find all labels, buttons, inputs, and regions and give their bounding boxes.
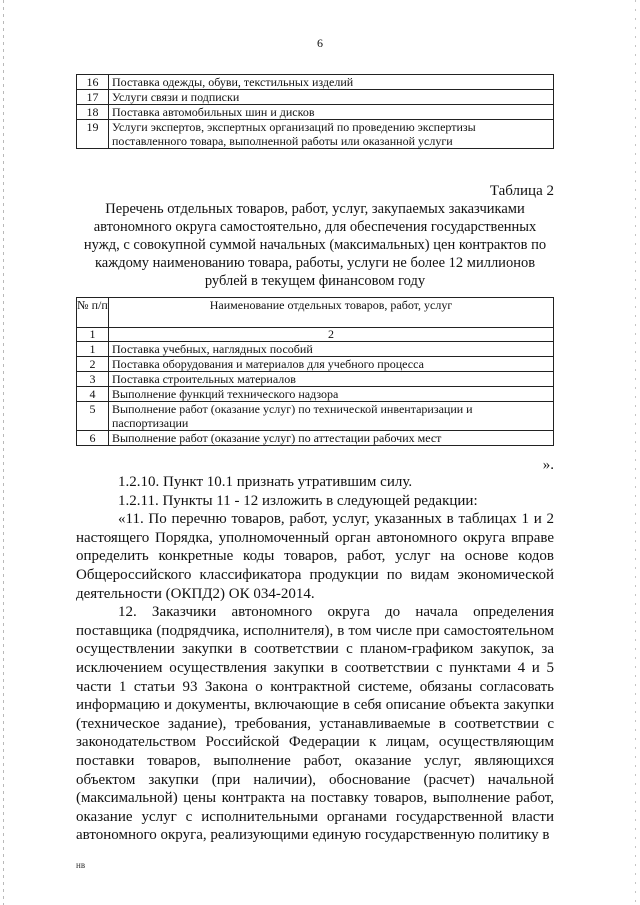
row-name: Поставка одежды, обуви, текстильных изделий — [109, 75, 554, 90]
row-name: Поставка автомобильных шин и дисков — [109, 105, 554, 120]
scan-edge-right — [635, 0, 636, 905]
table-row — [77, 402, 554, 431]
row-name: Поставка оборудования и материалов для учебного процесса — [109, 357, 554, 372]
table-row — [77, 105, 554, 120]
row-name: Выполнение функций технического надзора — [109, 387, 554, 402]
column-number-2: 2 — [109, 328, 554, 342]
row-number: 5 — [77, 402, 109, 431]
row-name: Поставка строительных материалов — [109, 372, 554, 387]
paragraph-11: «11. По перечню товаров, работ, услуг, указанных в таблицах 1 и 2 настоящего Порядка, уполномоченный орган автономного округа вправе определить конкретные коды товаров, работ, услуг на основе кодов Общероссийского классификатора продукции по видам экономической деятельности (ОКПД2) ОК 034-2014. — [76, 511, 554, 602]
table-row — [77, 357, 554, 372]
page-number: 6 — [317, 36, 323, 50]
row-number: 4 — [77, 387, 109, 402]
row-name: Поставка учебных, наглядных пособий — [109, 342, 554, 357]
row-number: 16 — [77, 75, 109, 90]
table-1-continuation — [76, 74, 554, 149]
scan-edge-left — [3, 0, 4, 905]
table-row — [77, 372, 554, 387]
table-2-caption: Перечень отдельных товаров, работ, услуг, закупаемых заказчиками автономного округа самостоятельно, для обеспечения государственных нужд, с совокупной суммой начальных (максимальных) цен контрактов по каждому наименованию товара, работы, услуги не более 12 миллионов рублей в текущем финансовом году — [83, 201, 547, 289]
row-number: 2 — [77, 357, 109, 372]
row-number: 3 — [77, 372, 109, 387]
header-name: Наименование отдельных товаров, работ, услуг — [109, 298, 554, 328]
footer-initials: нв — [76, 860, 86, 870]
table-row — [77, 90, 554, 105]
paragraph-12: 12. Заказчики автономного округа до начала определения поставщика (подрядчика, исполнителя), в том числе при самостоятельном осуществлении закупки в соответствии с планом-графиком закупок, за исключением осуществления закупки в соответствии с пунктами 4 и 5 части 1 статьи 93 Закона о контрактной системе, обязаны согласовать информацию и документы, включающие в себя описание объекта закупки (техническое задание), требования, устанавливаемые в соответствии с законодательством Российской Федерации к лицам, осуществляющим поставки товаров, выполнение работ, оказание услуг, являющихся объектом закупки (при наличии), обоснование (расчет) начальной (максимальной) цены контракта на поставку товаров, выполнение работ, оказание услуг с исполнительными органами государственной власти автономного округа, реализующими единую государственную политику в — [76, 604, 554, 844]
row-name: Услуги связи и подписки — [109, 90, 554, 105]
header-num: № п/п — [77, 298, 109, 328]
table-row — [77, 342, 554, 357]
column-numbers-row — [77, 328, 554, 342]
table-row — [77, 120, 554, 149]
quote-close-mark: ». — [542, 457, 554, 473]
table-2 — [76, 297, 554, 446]
row-number: 19 — [77, 120, 109, 149]
table-row — [77, 75, 554, 90]
paragraph-1-2-11: 1.2.11. Пункты 11 - 12 изложить в следующей редакции: — [118, 492, 478, 509]
row-name: Выполнение работ (оказание услуг) по технической инвентаризации и паспортизации — [109, 402, 554, 431]
table-header-row — [77, 298, 554, 328]
column-number-1: 1 — [77, 328, 109, 342]
row-number: 6 — [77, 431, 109, 446]
row-number: 17 — [77, 90, 109, 105]
table-2-label: Таблица 2 — [489, 183, 554, 199]
paragraph-1-2-10: 1.2.10. Пункт 10.1 признать утратившим силу. — [118, 474, 413, 490]
row-name: Выполнение работ (оказание услуг) по аттестации рабочих мест — [109, 431, 554, 446]
row-name: Услуги экспертов, экспертных организаций по проведению экспертизы поставленного товара, выполненной работы или оказанной услуги — [109, 120, 554, 149]
row-number: 1 — [77, 342, 109, 357]
table-row — [77, 387, 554, 402]
table-row — [77, 431, 554, 446]
body-text — [76, 473, 554, 845]
row-number: 18 — [77, 105, 109, 120]
